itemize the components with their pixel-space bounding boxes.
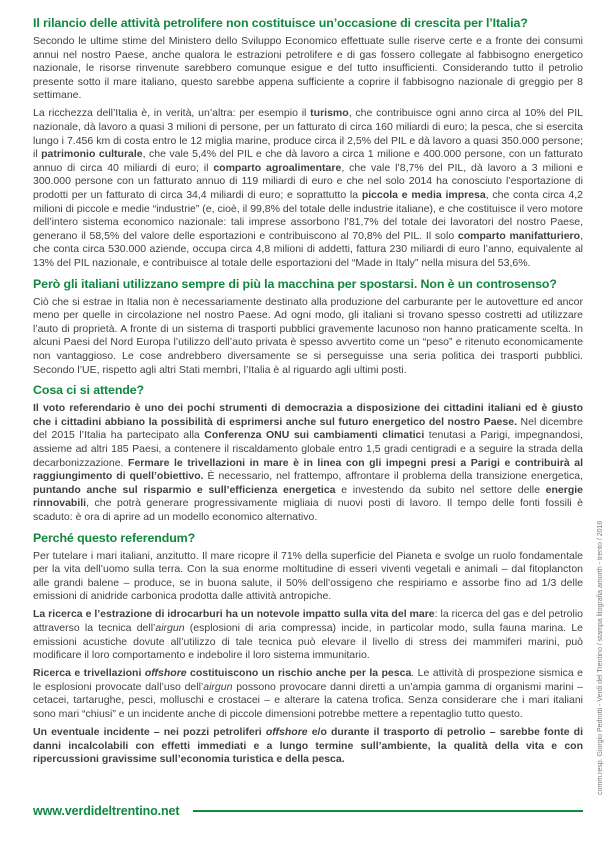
paragraph: Un eventuale incidente – nei pozzi petroliferi offshore e/o durante il trasporto di petrolio – sarebbe fonte di danni incalcolabili con effetti immediati e a lungo termine sull’ambiente, la qualità della vita e con ripercussioni gravissime sull’economia turistica e della pesca. [33, 726, 583, 766]
paragraph: Ciò che si estrae in Italia non è necessariamente destinato alla produzione del carburante per le autovetture ed ancor meno per quelle in circolazione nel nostro Paese. Ad ogni modo, gli italiani si trovano spesso costretti ad utilizzare l’auto di proprietà. A fronte di un sistema di trasporti pubblici gravemente lacunoso non hanno praticamente scelta. In alcuni Paesi del Nord Europa l’utilizzo dell’auto privata è spesso avvertito come un “peso” e ritenuto economicamente non vantaggioso. Le cose andrebbero diversamente se si perseguisse una seria politica dei trasporti pubblici. Secondo l’UE, rispetto agli altri Stati membri, l’Italia è al riguardo agli ultimi posti. [33, 295, 583, 376]
footer [33, 804, 583, 818]
section-heading: Però gli italiani utilizzano sempre di più la macchina per spostarsi. Non è un controsenso? [33, 276, 557, 291]
print-credits-caption: comm.resp. Giorgio Pedrotti - Verdi del Trentino / stampa litografia amorth - trento / 2016 [597, 520, 604, 795]
paragraph: Ricerca e trivellazioni offshore costituiscono un rischio anche per la pesca. Le attività di prospezione sismica e le esplosioni provocate dall’uso dell’airgun possono provocare danni diretti a un’ampia gamma di organismi marini – cetacei, tartarughe, pesci, molluschi e crostacei – e alterare la catena trofica. Senza considerare che i mari italiani sono mari “chiusi” e un incidente anche di piccole dimensioni potrebbe mettere a repentaglio tutto questo. [33, 667, 583, 721]
paragraph: La ricchezza dell’Italia è, in verità, un’altra: per esempio il turismo, che contribuisce ogni anno circa al 10% del PIL nazionale, dà lavoro a quasi 3 milioni di persone, per un fatturato di circa 160 miliardi di euro; la pesca, che si esercita lungo i 7.456 km di costa entro le 12 miglia marine, produce circa il 2,5% del PIL e dà lavoro a quasi 350.000 persone; il patrimonio culturale, che vale 5,4% del PIL e che dà lavoro a circa 1 milione e 400.000 persone, con un fatturato annuo di circa 40 miliardi di euro; il comparto agroalimentare, che vale l’8,7% del PIL, dà lavoro a 3 milioni e 300.000 persone con un fatturato annuo di 119 miliardi di euro e che nel solo 2014 ha conosciuto l’esportazione di prodotti per un fatturato di circa 34,4 miliardi di euro; e soprattutto la piccola e media impresa, che conta circa 4,2 milioni di piccole e medie “industrie” (e, cioè, il 99,8% del totale delle industrie italiane), e che costituisce il vero motore dell’intero sistema economico nazionale: tali imprese assorbono l’81,7% del totale dei lavoratori del nostro Paese, generano il 58,5% del valore delle esportazioni e contribuiscono al 70,8% del PIL. Il solo comparto manifatturiero, che conta circa 530.000 aziende, occupa circa 4,8 milioni di addetti, fattura 230 miliardi di euro l’anno, equivalente al 13% del PIL nazionale, e contribuisce al totale delle esportazioni del “Made in Italy” nella misura del 53,6%. [33, 107, 583, 269]
paragraph: Secondo le ultime stime del Ministero dello Sviluppo Economico effettuate sulle riserve certe e a fronte dei consumi annui nel nostro Paese, anche qualora le estrazioni petrolifere e di gas fossero collegate al fabbisogno energetico nazionale, le risorse rinvenute sarebbero comunque esigue e del tutto insufficienti. Considerando tutto il petrolio presente sotto il mare italiano, questo sarebbe appena sufficiente a coprire il fabbisogno nazionale di greggio per 8 settimane. [33, 35, 583, 102]
paragraph: La ricerca e l’estrazione di idrocarburi ha un notevole impatto sulla vita del mare: la ricerca del gas e del petrolio attraverso la tecnica dell’airgun (esplosioni di aria compressa) incide, in particolar modo, sulla fauna marina. Le emissioni acustiche dovute all’utilizzo di tale tecnica può elevare il livello di stress dei mammiferi marini, può modificare il loro comportamento e indebolire il loro sistema immunitario. [33, 608, 583, 662]
section-cosa-ci-si-attende [33, 383, 583, 524]
content-column [33, 16, 583, 771]
paragraph: Il voto referendario è uno dei pochi strumenti di democrazia a disposizione dei cittadini italiani ed è giusto che i cittadini abbiano la possibilità di esprimersi anche sul futuro energetico del nostro Paese. Nel dicembre del 2015 l’Italia ha partecipato alla Conferenza ONU sui cambiamenti climatici tenutasi a Parigi, impegnandosi, assieme ad altri 185 Paesi, a contenere il riscaldamento globale entro 1,5 gradi centigradi e a seguire la strada della decarbonizzazione. Fermare le trivellazioni in mare è in linea con gli impegni presi a Parigi e contribuirà al raggiungimento di quell’obiettivo. È necessario, nel frattempo, affrontare il problema della transizione energetica, puntando anche sul risparmio e sull’efficienza energetica e investendo da subito nel settore delle energie rinnovabili, che potrà generare progressivamente migliaia di nuovi posti di lavoro. Il tempo delle fonti fossili è scaduto: è ora di aprire ad un modello economico alternativo. [33, 402, 584, 523]
section-heading: Cosa ci si attende? [33, 383, 145, 398]
website-url: www.verdideltrentino.net [33, 804, 180, 818]
footer-rule [193, 810, 583, 812]
paragraph: Per tutelare i mari italiani, anzitutto. Il mare ricopre il 71% della superficie del Pianeta e svolge un ruolo fondamentale per la vita dell’uomo sulla terra. Con la sua enorme moltitudine di esseri viventi vegetali e animali – dal fitoplancton alle grandi balene – produce, se in buona salute, il 50% dell’ossigeno che respiriamo e assorbe fino ad 1/3 delle emissioni di anidride carbonica prodotta dalle attività antropiche. [33, 549, 583, 603]
section-perche-referendum [33, 531, 583, 767]
section-heading: Il rilancio delle attività petrolifere non costituisce un’occasione di crescita per l’Italia? [33, 16, 528, 30]
section-heading: Perché questo referendum? [33, 530, 196, 545]
section-rilancio-petrolifere [33, 16, 583, 271]
section-controsenso-macchina [33, 277, 583, 378]
